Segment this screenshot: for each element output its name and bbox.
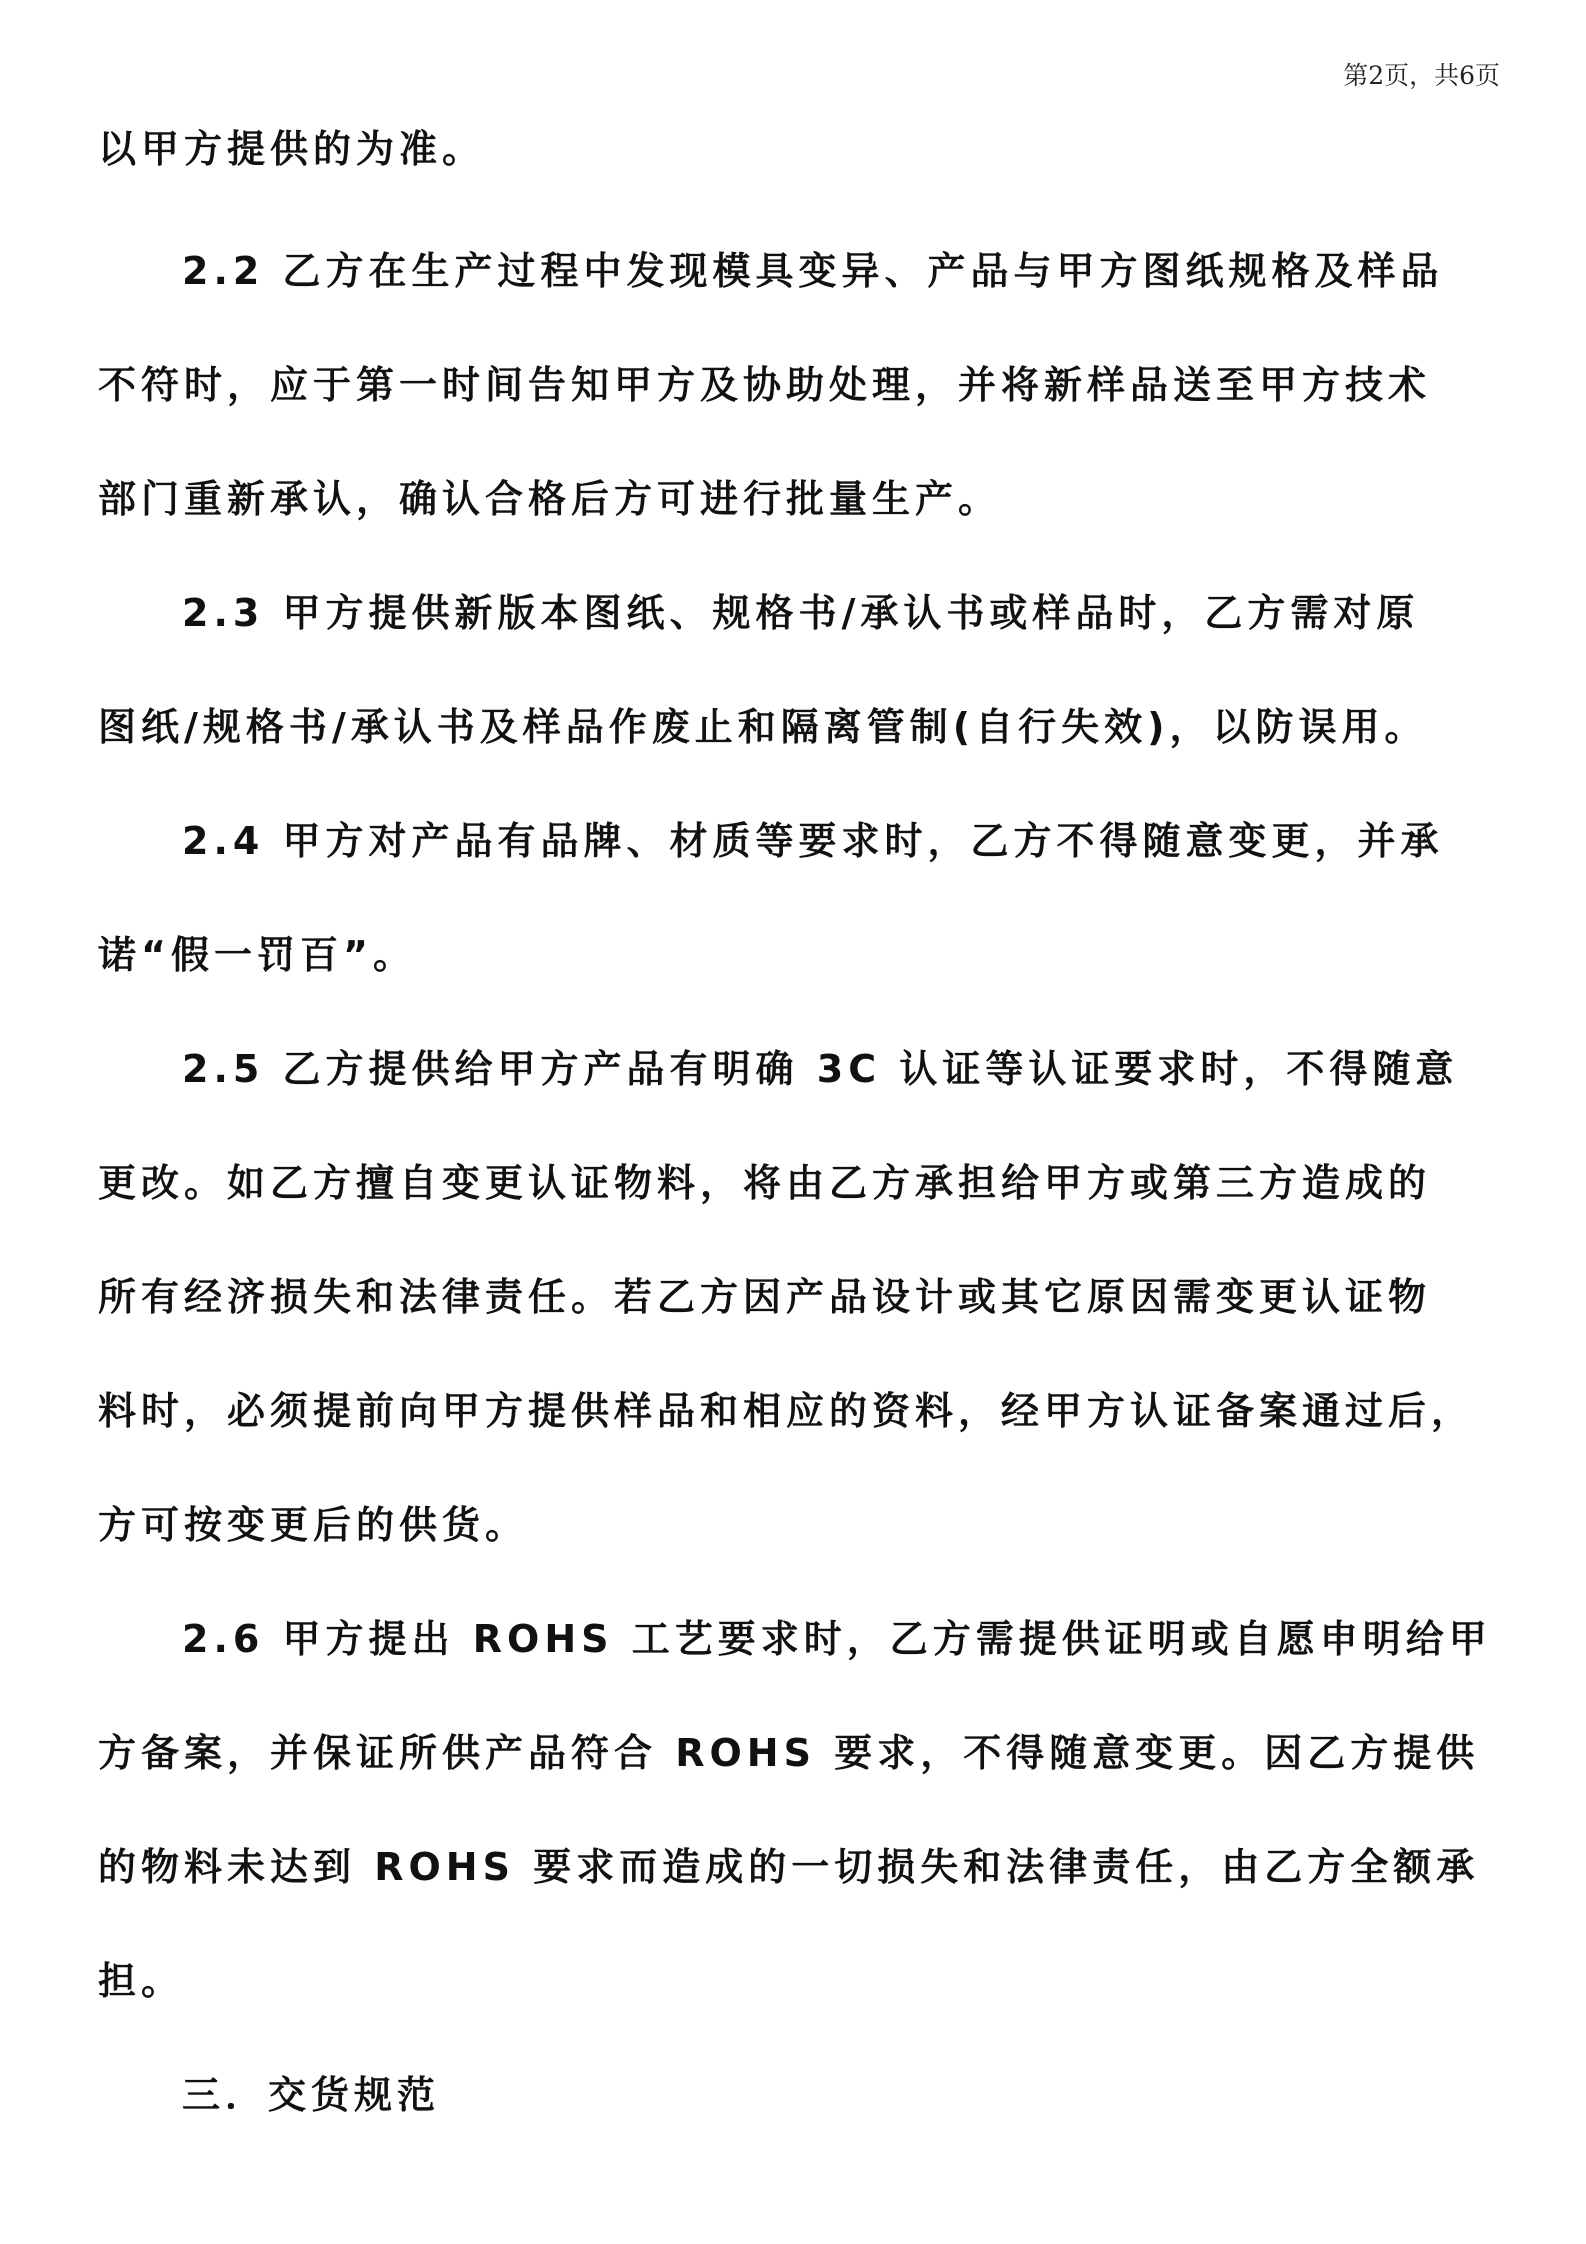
body-line: 担。 [98,1959,185,2003]
clause-2-3-line: 2.3 甲方提供新版本图纸、规格书/承认书或样品时，乙方需对原 [182,591,1420,635]
body-line: 不符时，应于第一时间告知甲方及协助处理，并将新样品送至甲方技术 [98,363,1432,407]
body-line: 部门重新承认，确认合格后方可进行批量生产。 [98,477,1002,521]
body-line: 所有经济损失和法律责任。若乙方因产品设计或其它原因需变更认证物 [98,1275,1432,1319]
body-line: 更改。如乙方擅自变更认证物料，将由乙方承担给甲方或第三方造成的 [98,1161,1432,1205]
body-line: 图纸/规格书/承认书及样品作废止和隔离管制(自行失效)，以防误用。 [98,705,1428,749]
clause-2-6-line: 2.6 甲方提出 ROHS 工艺要求时，乙方需提供证明或自愿申明给甲 [182,1617,1492,1661]
clause-2-5-line: 2.5 乙方提供给甲方产品有明确 3C 认证等认证要求时，不得随意 [182,1047,1459,1091]
clause-2-2-line: 2.2 乙方在生产过程中发现模具变异、产品与甲方图纸规格及样品 [182,249,1444,293]
body-line: 料时，必须提前向甲方提供样品和相应的资料，经甲方认证备案通过后， [98,1389,1475,1433]
body-line: 诺“假一罚百”。 [98,933,416,977]
body-line: 以甲方提供的为准。 [98,127,486,171]
clause-2-4-line: 2.4 甲方对产品有品牌、材质等要求时，乙方不得随意变更，并承 [182,819,1444,863]
body-line: 的物料未达到 ROHS 要求而造成的一切损失和法律责任，由乙方全额承 [98,1845,1480,1889]
body-line: 方可按变更后的供货。 [98,1503,529,1547]
section-heading: 三．交货规范 [182,2073,441,2117]
body-line: 方备案，并保证所供产品符合 ROHS 要求，不得随意变更。因乙方提供 [98,1731,1480,1775]
page-number: 第2页，共6页 [1343,61,1500,90]
